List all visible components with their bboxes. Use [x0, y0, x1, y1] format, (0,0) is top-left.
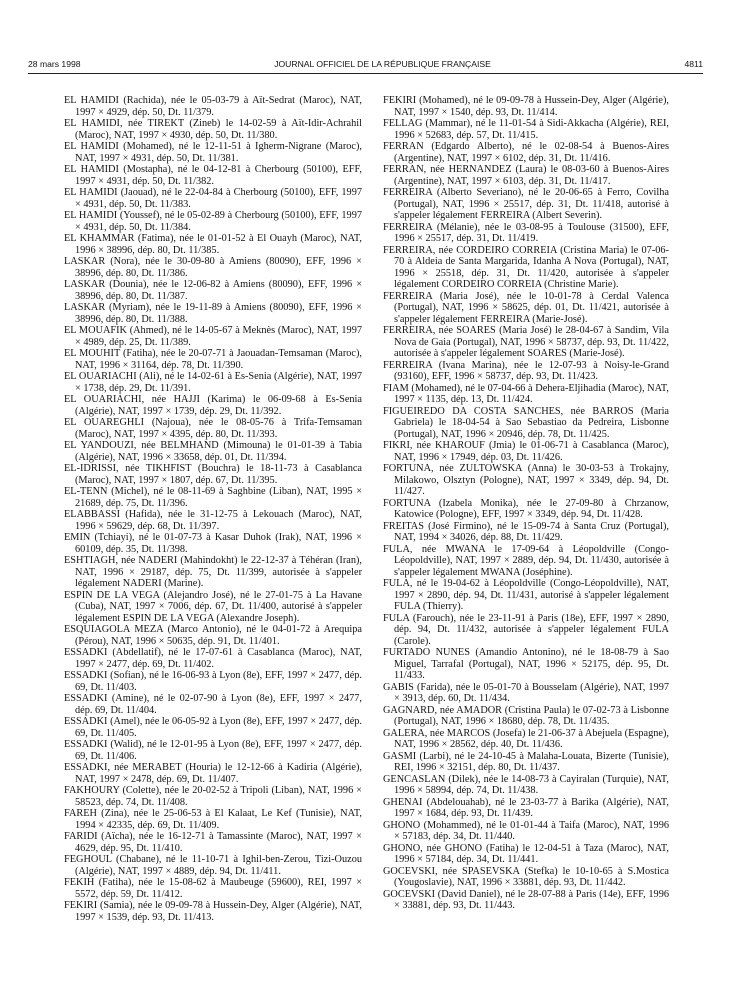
naturalization-entry: EL OUARIACHI, née HAJJI (Karima) le 06-09-68 à Es-Senia (Algérie), NAT, 1997 × 1739, dép. 29, Dt. 11/392. — [64, 394, 362, 417]
naturalization-entry: FREITAS (José Firmino), né le 15-09-74 à Santa Cruz (Portugal), NAT, 1994 × 34026, dép. 88, Dt. 11/429. — [383, 520, 669, 543]
naturalization-entry: EL HAMIDI (Mohamed), né le 12-11-51 à Igherm-Nigrane (Maroc), NAT, 1997 × 4931, dép. 50, Dt. 11/381. — [64, 141, 362, 164]
naturalization-entry: ESPIN DE LA VEGA (Alejandro José), né le 27-01-75 à La Havane (Cuba), NAT, 1997 × 7006, dép. 67, Dt. 11/400, autorisé à s'appeler légalement ESPIN DE LA VEGA (Alexandre Joseph). — [64, 589, 362, 624]
naturalization-entry: FERREIRA (Maria José), née le 10-01-78 à Cerdal Valenca (Portugal), NAT, 1996 × 58625, dép. 01, Dt. 11/421, autorisée à s'appeler légalement FERREIRA (Marie-José). — [383, 290, 669, 325]
naturalization-entry: FEGHOUL (Chabane), né le 11-10-71 à Ighil-ben-Zerou, Tizi-Ouzou (Algérie), NAT, 1997 × 4889, dép. 94, Dt. 11/411. — [64, 854, 362, 877]
naturalization-entry: FERRAN, née HERNANDEZ (Laura) le 08-03-60 à Buenos-Aires (Argentine), NAT, 1997 × 6103, dép. 31, Dt. 11/417. — [383, 164, 669, 187]
header-rule — [28, 73, 703, 74]
naturalization-entry: EL HAMIDI (Mostapha), né le 04-12-81 à Cherbourg (50100), EFF, 1997 × 4931, dép. 50, Dt. 11/382. — [64, 164, 362, 187]
naturalization-entry: EL YANDOUZI, née BELMHAND (Mimouna) le 01-01-39 à Tabia (Algérie), NAT, 1996 × 33658, dép. 01, Dt. 11/394. — [64, 440, 362, 463]
naturalization-entry: EL MOUAFIK (Ahmed), né le 14-05-67 à Meknès (Maroc), NAT, 1997 × 4989, dép. 25, Dt. 11/389. — [64, 325, 362, 348]
naturalization-entry: FERREIRA (Ivana Marina), née le 12-07-93 à Noisy-le-Grand (93160), EFF, 1996 × 58737, dép. 93, Dt. 11/423. — [383, 359, 669, 382]
naturalization-entry: ESSADKI (Sofian), né le 16-06-93 à Lyon (8e), EFF, 1997 × 2477, dép. 69, Dt. 11/403. — [64, 670, 362, 693]
header-date: 28 mars 1998 — [28, 59, 81, 69]
naturalization-entry: EMIN (Tchiayi), né le 01-07-73 à Kasar Duhok (Irak), NAT, 1996 × 60109, dép. 35, Dt. 11/398. — [64, 532, 362, 555]
naturalization-entry: EL HAMIDI, née TIREKT (Zineb) le 14-02-59 à Aït-Idir-Achrahil (Maroc), NAT, 1997 × 4930, dép. 50, Dt. 11/380. — [64, 118, 362, 141]
naturalization-entry: ESSADKI (Walid), né le 12-01-95 à Lyon (8e), EFF, 1997 × 2477, dép. 69, Dt. 11/406. — [64, 739, 362, 762]
naturalization-entry: FAREH (Zina), née le 25-06-53 à El Kalaat, Le Kef (Tunisie), NAT, 1994 × 42335, dép. 69, Dt. 11/409. — [64, 808, 362, 831]
naturalization-entry: GHENAI (Abdelouahab), né le 23-03-77 à Barika (Algérie), NAT, 1997 × 1684, dép. 93, Dt. 11/439. — [383, 796, 669, 819]
naturalization-entry: FERREIRA (Mélanie), née le 03-08-95 à Toulouse (31500), EFF, 1996 × 25517, dép. 31, Dt. 11/419. — [383, 221, 669, 244]
naturalization-entry: FEKIRI (Samia), née le 09-09-78 à Hussein-Dey, Alger (Algérie), NAT, 1997 × 1539, dép. 93, Dt. 11/413. — [64, 900, 362, 923]
page-header — [28, 57, 703, 71]
naturalization-entry: FIAM (Mohamed), né le 07-04-66 à Dehera-Eljihadia (Maroc), NAT, 1997 × 1135, dép. 13, Dt. 11/424. — [383, 382, 669, 405]
naturalization-entry: EL HAMIDI (Youssef), né le 05-02-89 à Cherbourg (50100), EFF, 1997 × 4931, dép. 50, Dt. 11/384. — [64, 210, 362, 233]
naturalization-entry: ESHTIAGH, née NADERI (Mahindokht) le 22-12-37 à Téhéran (Iran), NAT, 1996 × 29187, dép. 75, Dt. 11/399, autorisée à s'appeler légalement NADERI (Marine). — [64, 555, 362, 589]
naturalization-entry: LASKAR (Nora), née le 30-09-80 à Amiens (80090), EFF, 1996 × 38996, dép. 80, Dt. 11/386. — [64, 256, 362, 279]
naturalization-entry: FULA, née MWANA le 17-09-64 à Léopoldville (Congo-Léopoldville), NAT, 1997 × 2889, dép. 94, Dt. 11/430, autorisée à s'appeler légalement MWANA (Joséphine). — [383, 543, 669, 578]
naturalization-entry: ELABBASSI (Hafida), née le 31-12-75 à Lekouach (Maroc), NAT, 1996 × 59629, dép. 68, Dt. 11/397. — [64, 509, 362, 532]
header-title: JOURNAL OFFICIEL DE LA RÉPUBLIQUE FRANÇAISE — [274, 59, 491, 69]
naturalization-entry: FEKIH (Fatiha), née le 15-08-62 à Maubeuge (59600), REI, 1997 × 5572, dép. 59, Dt. 11/412. — [64, 877, 362, 900]
naturalization-entry: EL KHAMMAR (Fatima), née le 01-01-52 à El Ouayh (Maroc), NAT, 1996 × 38996, dép. 80, Dt. 11/385. — [64, 233, 362, 256]
naturalization-entry: FARIDI (Aïcha), née le 16-12-71 à Tamassinte (Maroc), NAT, 1997 × 4629, dép. 95, Dt. 11/410. — [64, 831, 362, 854]
naturalization-entry: FERRAN (Edgardo Alberto), né le 02-08-54 à Buenos-Aires (Argentine), NAT, 1997 × 6102, dép. 31, Dt. 11/416. — [383, 141, 669, 164]
naturalization-entry: FORTUNA, née ZULTOWSKA (Anna) le 30-03-53 à Trokajny, Milakowo, Olsztyn (Pologne), NAT, 1997 × 3349, dép. 94, Dt. 11/427. — [383, 463, 669, 497]
naturalization-entry: ESQUIAGOLA MEZA (Marco Antonio), né le 04-01-72 à Arequipa (Pérou), NAT, 1996 × 50635, dép. 91, Dt. 11/401. — [64, 624, 362, 647]
naturalization-entry: GABIS (Farida), née le 05-01-70 à Bousselam (Algérie), NAT, 1997 × 3913, dép. 60, Dt. 11/434. — [383, 681, 669, 704]
naturalization-entry: FEKIRI (Mohamed), né le 09-09-78 à Hussein-Dey, Alger (Algérie), NAT, 1997 × 1540, dép. 93, Dt. 11/414. — [383, 95, 669, 118]
naturalization-entry: GAGNARD, née AMADOR (Cristina Paula) le 07-02-73 à Lisbonne (Portugal), NAT, 1996 × 18680, dép. 78, Dt. 11/435. — [383, 704, 669, 727]
naturalization-entry: ESSADKI (Amine), né le 02-07-90 à Lyon (8e), EFF, 1997 × 2477, dép. 69, Dt. 11/404. — [64, 693, 362, 716]
naturalization-entry: EL OUAREGHLI (Najoua), née le 08-05-76 à Trifa-Temsaman (Maroc), NAT, 1997 × 4395, dép. 80, Dt. 11/393. — [64, 417, 362, 440]
naturalization-entry: GENCASLAN (Dilek), née le 14-08-73 à Cayiralan (Turquie), NAT, 1996 × 58994, dép. 74, Dt. 11/438. — [383, 773, 669, 796]
naturalization-entry: EL HAMIDI (Rachida), née le 05-03-79 à Aït-Sedrat (Maroc), NAT, 1997 × 4929, dép. 50, Dt. 11/379. — [64, 95, 362, 118]
naturalization-entry: LASKAR (Dounia), née le 12-06-82 à Amiens (80090), EFF, 1996 × 38996, dép. 80, Dt. 11/387. — [64, 279, 362, 302]
naturalization-entry: FELLAG (Mammar), né le 11-01-54 à Sidi-Akkacha (Algérie), REI, 1996 × 52683, dép. 57, Dt. 11/415. — [383, 118, 669, 141]
naturalization-entry: EL-TENN (Michel), né le 08-11-69 à Saghbine (Liban), NAT, 1995 × 21689, dép. 75, Dt. 11/396. — [64, 486, 362, 509]
naturalization-entry: GHONO (Mohammed), né le 01-01-44 à Taifa (Maroc), NAT, 1996 × 57183, dép. 34, Dt. 11/440. — [383, 819, 669, 842]
naturalization-entry: FERREIRA, née SOARES (Maria José) le 28-04-67 à Sandim, Vila Nova de Gaia (Portugal), NAT, 1996 × 58737, dép. 93, Dt. 11/422, autorisée à s'appeler légalement SOARES (Marie-José). — [383, 325, 669, 359]
naturalization-entry: FERREIRA (Alberto Severiano), né le 20-06-65 à Ferro, Covilha (Portugal), NAT, 1996 × 25517, dép. 31, Dt. 11/418, autorisé à s'appeler légalement FERREIRA (Albert Severin). — [383, 187, 669, 221]
left-column — [64, 95, 362, 923]
naturalization-entry: GOCEVSKI, née SPASEVSKA (Stefka) le 10-10-65 à S.Mostica (Yougoslavie), NAT, 1996 × 33881, dép. 93, Dt. 11/442. — [383, 865, 669, 888]
naturalization-entry: GHONO, née GHONO (Fatiha) le 12-04-51 à Taza (Maroc), NAT, 1996 × 57184, dép. 34, Dt. 11/441. — [383, 842, 669, 865]
right-column — [383, 95, 669, 912]
naturalization-entry: EL OUARIACHI (Ali), né le 14-02-61 à Es-Senia (Algérie), NAT, 1997 × 1738, dép. 29, Dt. 11/391. — [64, 371, 362, 394]
naturalization-entry: EL MOUHIT (Fatiha), née le 20-07-71 à Jaouadan-Temsaman (Maroc), NAT, 1996 × 31164, dép. 78, Dt. 11/390. — [64, 348, 362, 371]
naturalization-entry: GOCEVSKI (David Daniel), né le 28-07-88 à Paris (14e), EFF, 1996 × 33881, dép. 93, Dt. 11/443. — [383, 888, 669, 911]
naturalization-entry: EL HAMIDI (Jaouad), né le 22-04-84 à Cherbourg (50100), EFF, 1997 × 4931, dép. 50, Dt. 11/383. — [64, 187, 362, 210]
header-page-number: 4811 — [684, 59, 703, 69]
naturalization-entry: FIGUEIREDO DA COSTA SANCHES, née BARROS (Maria Gabriela) le 18-04-54 à Sao Sebastiao da Pedreira, Lisbonne (Portugal), NAT, 1996 × 20946, dép. 78, Dt. 11/425. — [383, 405, 669, 440]
naturalization-entry: FAKHOURY (Colette), née le 20-02-52 à Tripoli (Liban), NAT, 1996 × 58523, dép. 74, Dt. 11/408. — [64, 785, 362, 808]
naturalization-entry: ESSADKI (Amel), née le 06-05-92 à Lyon (8e), EFF, 1997 × 2477, dép. 69, Dt. 11/405. — [64, 716, 362, 739]
naturalization-entry: FIKRI, née KHAROUF (Jmia) le 01-06-71 à Casablanca (Maroc), NAT, 1996 × 17949, dép. 03, Dt. 11/426. — [383, 440, 669, 463]
naturalization-entry: EL-IDRISSI, née TIKHFIST (Bouchra) le 18-11-73 à Casablanca (Maroc), NAT, 1997 × 1807, dép. 67, Dt. 11/395. — [64, 463, 362, 486]
naturalization-entry: LASKAR (Myriam), née le 19-11-89 à Amiens (80090), EFF, 1996 × 38996, dép. 80, Dt. 11/388. — [64, 302, 362, 325]
naturalization-entry: ESSADKI (Abdellatif), né le 17-07-61 à Casablanca (Maroc), NAT, 1997 × 2477, dép. 69, Dt. 11/402. — [64, 647, 362, 670]
naturalization-entry: FORTUNA (Izabela Monika), née le 27-09-80 à Chrzanow, Katowice (Pologne), EFF, 1997 × 3349, dép. 94, Dt. 11/428. — [383, 497, 669, 520]
naturalization-entry: FULA, né le 19-04-62 à Léopoldville (Congo-Léopoldville), NAT, 1997 × 2890, dép. 94, Dt. 11/431, autorisé à s'appeler légalement FULA (Thierry). — [383, 578, 669, 612]
naturalization-entry: FERREIRA, née CORDEIRO CORREIA (Cristina Maria) le 07-06-70 à Aldeia de Santa Margarida, Idanha A Nova (Portugal), NAT, 1996 × 25518, dép. 31, Dt. 11/420, autorisée à s'appeler légalement CORDEIRO CORREIA (Christine Marie). — [383, 244, 669, 290]
naturalization-entry: GALERA, née MARCOS (Josefa) le 21-06-37 à Abejuela (Espagne), NAT, 1996 × 28562, dép. 40, Dt. 11/436. — [383, 727, 669, 750]
naturalization-entry: GASMI (Larbi), né le 24-10-45 à Malaha-Louata, Bizerte (Tunisie), REI, 1996 × 32151, dép. 80, Dt. 11/437. — [383, 750, 669, 773]
naturalization-entry: ESSADKI, née MERABET (Houria) le 12-12-66 à Kadiria (Algérie), NAT, 1997 × 2478, dép. 69, Dt. 11/407. — [64, 762, 362, 785]
naturalization-entry: FURTADO NUNES (Amandio Antonino), né le 18-08-79 à Sao Miguel, Tarrafal (Portugal), NAT, 1996 × 52175, dép. 95, Dt. 11/433. — [383, 647, 669, 681]
naturalization-entry: FULA (Farouch), née le 23-11-91 à Paris (18e), EFF, 1997 × 2890, dép. 94, Dt. 11/432, autorisée à s'appeler légalement FULA (Carole). — [383, 612, 669, 647]
